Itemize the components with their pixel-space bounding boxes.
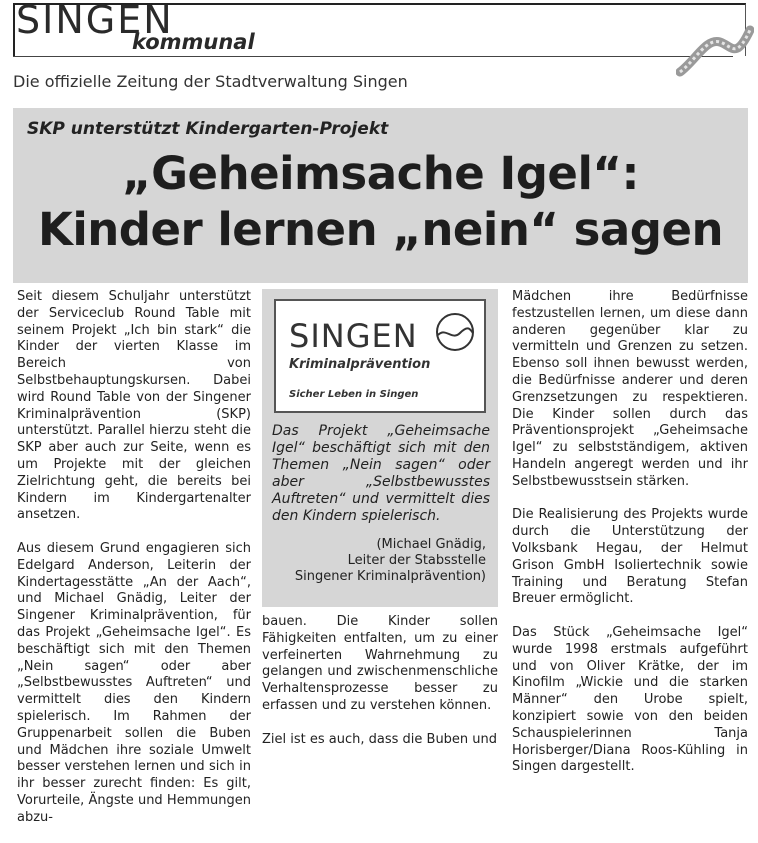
article-column-3 [512,289,748,793]
logo-subtitle: Kriminalprävention [289,357,431,372]
headline-line-2: Kinder lernen „nein“ sagen [37,203,724,256]
paragraph: Ziel ist es auch, dass die Buben und [262,731,498,747]
kriminalpraevention-logo [274,299,486,413]
paragraph: Das Stück „Geheimsache Igel“ wurde 1998 erstmals aufgeführt und von Oliver Krätke, der im Kinofilm „Wickie und die starken Männer“ den Urobe spielt, konzipiert sowie von den beiden Schauspielerinnen Tanja Horisberger/Diana Roos-Kühling in Singen dargestellt. [512,624,748,775]
attribution-line: (Michael Gnädig, [376,537,486,552]
attribution-line: Singener Kriminalprävention) [294,569,486,584]
paragraph: Mädchen ihre Bedürfnisse festzustellen lernen, um diese dann anderen gegenüber klar zu vermitteln und Grenzen zu setzen. Ebenso soll ihnen bewusst werden, die Bedürfnisse anderer und deren Grenzsetzungen zu respektieren. Die Kinder sollen durch das Präventionsprojekt „Geheimsache Igel“ zu selbstständigem, aktiven Handeln angeregt werden und ihr Selbstbewusstsein stärken. [512,289,748,489]
singen-emblem-icon [434,311,476,353]
article-kicker: SKP unterstützt Kindergarten-Projekt [27,119,389,139]
paper-tagline: Die offizielle Zeitung der Stadtverwaltung Singen [13,72,408,91]
paragraph: Die Realisierung des Projekts wurde durch die Unterstützung der Volksbank Hegau, der Helmut Grison GmbH Isoliertechnik sowie Training und Beratung Stefan Breuer ermöglicht. [512,507,748,607]
article-headline [13,146,748,258]
film-ribbon-icon [676,20,754,82]
logo-title: SINGEN [289,317,418,355]
logo-tagline: Sicher Leben in Singen [289,389,419,400]
sidebar-attribution [295,537,486,585]
masthead-title: SINGEN [16,0,174,42]
info-sidebar [262,289,498,607]
headline-line-1: „Geheimsache Igel“: [122,147,639,200]
masthead-rule [13,56,733,57]
attribution-line: Leiter der Stabsstelle [347,553,486,568]
paragraph: bauen. Die Kinder sollen Fähigkeiten entfalten, um zu einer verfeinerten Wahrnehmung zu gelangen und zwischenmenschliche Verhaltensprozesse besser zu erfassen und zu verstehen können. [262,614,498,713]
article-column-2 [262,614,498,765]
masthead-subtitle: kommunal [132,30,255,54]
headline-box [13,108,748,283]
paragraph: Seit diesem Schuljahr unterstützt der Serviceclub Round Table mit seinem Projekt „Ich bin stark“ die Kinder der vierten Klasse im Bereich von Selbstbehauptungskursen. Dabei wird Round Table von der Singener Kriminalprävention (SKP) unterstützt. Parallel hierzu steht die SKP aber auch zur Seite, wenn es um Projekte mit der gleichen Zielrichtung geht, die bereits bei Kindern im Kindergartenalter ansetzen. [17,289,251,523]
article-column-1 [17,289,251,843]
sidebar-caption: Das Projekt „Geheimsache Igel“ beschäftigt sich mit den Themen „Nein sagen“ oder aber „Selbstbewusstes Auftreten“ und vermittelt dies den Kindern spielerisch. [272,423,490,524]
paragraph: Aus diesem Grund engagieren sich Edelgard Anderson, Leiterin der Kindertagesstätte „An der Aach“, und Michael Gnädig, Leiter der Singener Kriminalprävention, für das Projekt „Geheimsache Igel“. Es beschäftigt sich mit den Themen „Nein sagen“ oder aber „Selbstbewusstes Auftreten“ und vermittelt dies den Kindern spielerisch. Im Rahmen der Gruppenarbeit sollen die Buben und Mädchen ihre soziale Umwelt besser verstehen lernen und sich in ihr besser zurecht finden: Es gilt, Vorurteile, Ängste und Hemmungen abzu- [17,540,251,825]
